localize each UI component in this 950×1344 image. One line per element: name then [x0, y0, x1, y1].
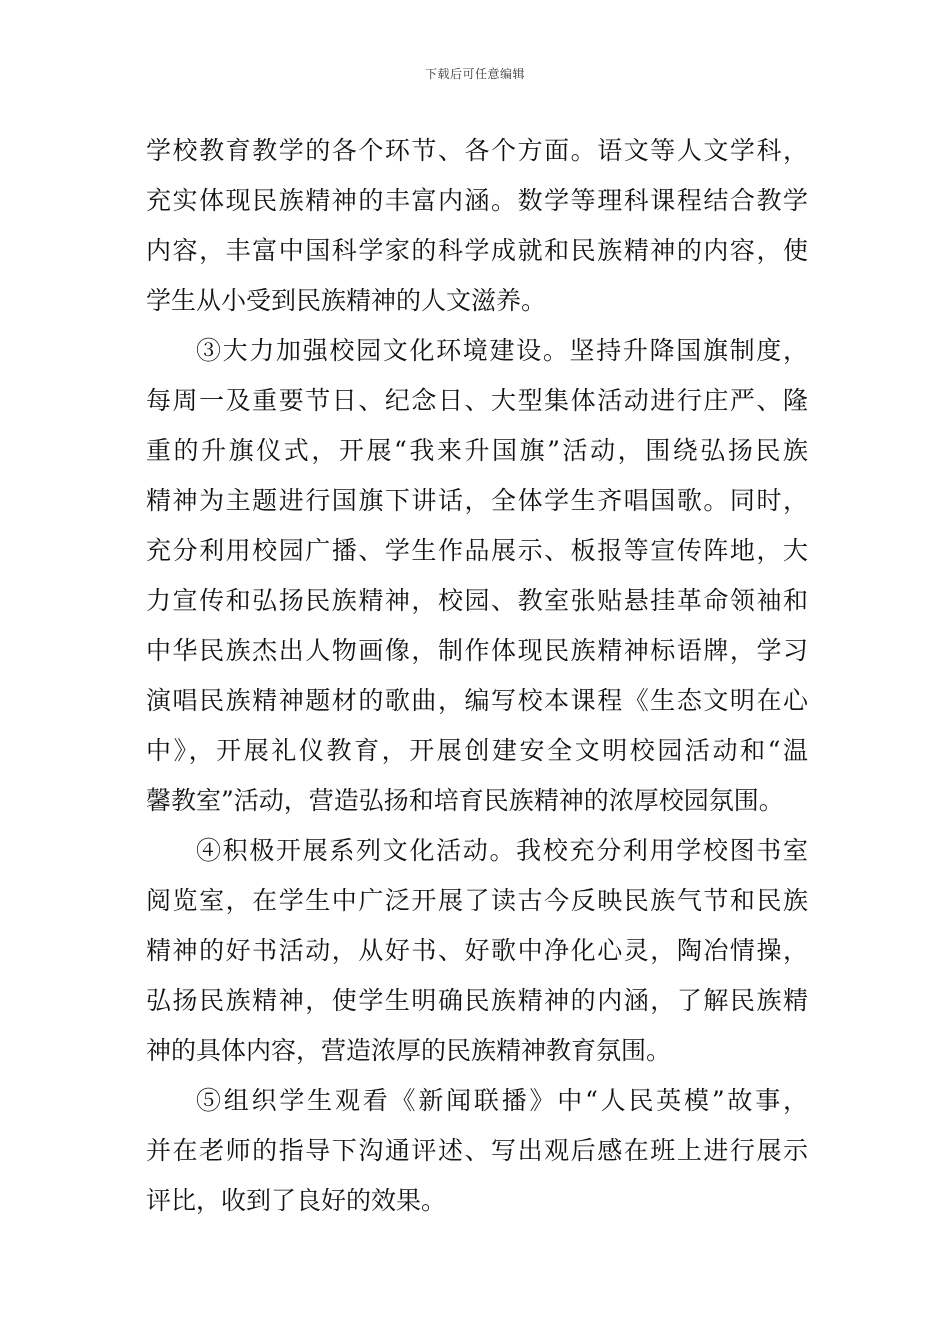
text-line: 学生从小受到民族精神的人文滋养。 [146, 286, 547, 315]
text-line: 每周一及重要节日、纪念日、大型集体活动进行庄严、隆 [146, 386, 808, 415]
text-line: ⑤组织学生观看《新闻联播》中“人民英模”故事， [196, 1086, 808, 1115]
text-line: 阅览室，在学生中广泛开展了读古今反映民族气节和民族 [146, 886, 808, 915]
page-header: 下载后可任意编辑 [424, 67, 525, 81]
paragraph-1 [146, 126, 808, 326]
text-line: 力宣传和弘扬民族精神，校园、教室张贴悬挂革命领袖和 [146, 586, 808, 615]
text-line: 充分利用校园广播、学生作品展示、板报等宣传阵地，大 [146, 536, 808, 565]
text-line: 并在老师的指导下沟通评述、写出观后感在班上进行展示 [146, 1136, 808, 1165]
paragraph-2 [146, 326, 808, 826]
text-line: 精神的好书活动，从好书、好歌中净化心灵，陶冶情操， [146, 936, 808, 965]
text-line: 弘扬民族精神，使学生明确民族精神的内涵，了解民族精 [146, 986, 808, 1015]
text-line: ③大力加强校园文化环境建设。坚持升降国旗制度， [196, 336, 808, 365]
text-line: 充实体现民族精神的丰富内涵。数学等理科课程结合教学 [146, 186, 808, 215]
paragraph-4 [146, 1076, 808, 1226]
text-line: 精神为主题进行国旗下讲话，全体学生齐唱国歌。同时， [146, 486, 808, 515]
text-line: 重的升旗仪式，开展“我来升国旗”活动，围绕弘扬民族 [146, 436, 808, 465]
text-line: 中华民族杰出人物画像，制作体现民族精神标语牌，学习 [146, 636, 808, 665]
text-line: 学校教育教学的各个环节、各个方面。语文等人文学科， [146, 136, 808, 165]
text-line: 评比，收到了良好的效果。 [146, 1186, 447, 1215]
text-line: 馨教室”活动，营造弘扬和培育民族精神的浓厚校园氛围。 [146, 786, 784, 815]
text-line: 演唱民族精神题材的歌曲，编写校本课程《生态文明在心 [146, 686, 808, 715]
text-line: 神的具体内容，营造浓厚的民族精神教育氛围。 [146, 1036, 672, 1065]
text-line: 中》，开展礼仪教育，开展创建安全文明校园活动和“温 [146, 736, 808, 765]
paragraph-3 [146, 826, 808, 1076]
text-line: 内容，丰富中国科学家的科学成就和民族精神的内容，使 [146, 236, 808, 265]
text-line: ④积极开展系列文化活动。我校充分利用学校图书室 [196, 836, 808, 865]
document-body [146, 126, 808, 1226]
